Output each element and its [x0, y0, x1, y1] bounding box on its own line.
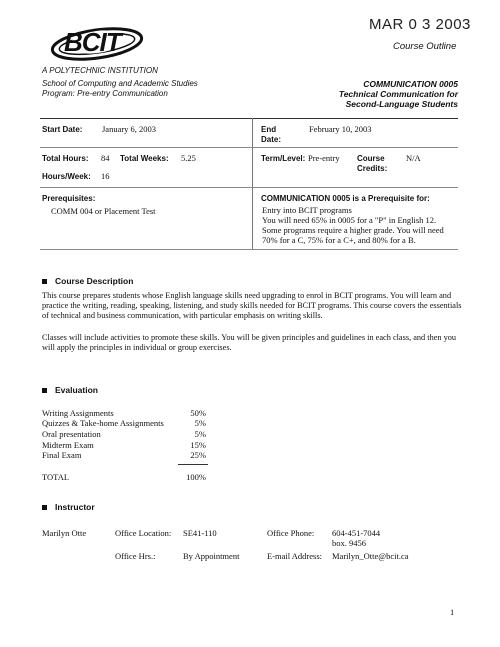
total-weeks-value: 5.25 — [181, 153, 196, 163]
page-number: 1 — [450, 607, 455, 617]
table-bottom-rule — [40, 249, 458, 250]
section-bullet-icon — [42, 279, 47, 284]
evaluation-item-label: Final Exam — [42, 450, 82, 460]
total-hours-value: 84 — [101, 153, 110, 163]
office-hours-label: Office Hrs.: — [115, 551, 156, 561]
course-description-paragraph-1: This course prepares students whose English language skills need upgrading to enrol in BCIT programs. You will learn and practice the writing, reading, speaking, listening, and study skills needed for BCIT programs. This course covers the essentials of technical and business communication, with particular emphasis on writing skills. — [42, 291, 462, 321]
email-label: E-mail Address: — [267, 551, 323, 561]
course-credits-label-1: Course — [357, 154, 385, 163]
office-hours-value: By Appointment — [183, 551, 240, 561]
date-stamp: MAR 0 3 2003 — [369, 16, 471, 33]
course-code: COMMUNICATION 0005 — [363, 79, 458, 89]
prerequisite-for-line-3: Some programs require a higher grade. You will need — [262, 225, 444, 235]
evaluation-item-percent: 25% — [190, 450, 206, 460]
logo-wordmark: BCIT — [64, 27, 121, 57]
instructor-name: Marilyn Otte — [42, 528, 87, 538]
course-title-line-1: Technical Communication for — [338, 89, 458, 99]
prerequisite-for-line-2: You will need 65% in 0005 for a "P" in English 12. — [262, 215, 437, 225]
prerequisites-label: Prerequisites: — [42, 194, 96, 203]
start-date-value: January 6, 2003 — [102, 124, 157, 134]
course-description-heading: Course Description — [55, 276, 134, 286]
evaluation-item-label: Quizzes & Take-home Assignments — [42, 418, 164, 428]
office-phone-box: box. 9456 — [332, 538, 366, 548]
course-credits-label-2: Credits: — [357, 164, 388, 173]
row-rule-2 — [40, 187, 458, 188]
office-location-value: SE41-110 — [183, 528, 217, 538]
prerequisite-for-line-4: 70% for a C, 75% for a C+, and 80% for a B. — [262, 235, 416, 245]
total-hours-label: Total Hours: — [42, 154, 89, 163]
evaluation-heading: Evaluation — [55, 385, 98, 395]
evaluation-item-label: Oral presentation — [42, 429, 101, 439]
row-rule-1 — [40, 147, 458, 148]
end-date-label-1: End — [261, 125, 277, 134]
instructor-heading: Instructor — [55, 502, 95, 512]
term-level-label: Term/Level: — [261, 154, 306, 163]
evaluation-item-label: Midterm Exam — [42, 440, 94, 450]
email-value[interactable]: Marilyn_Otte@bcit.ca — [332, 551, 409, 561]
document-type: Course Outline — [393, 41, 457, 52]
program-name: Program: Pre-entry Communication — [42, 89, 168, 98]
course-title-line-2: Second-Language Students — [345, 99, 458, 109]
office-phone-label: Office Phone: — [267, 528, 315, 538]
evaluation-item-percent: 5% — [194, 429, 206, 439]
evaluation-item-label: Writing Assignments — [42, 408, 114, 418]
end-date-value: February 10, 2003 — [309, 124, 372, 134]
school-name: School of Computing and Academic Studies — [42, 79, 198, 88]
prerequisites-value: COMM 004 or Placement Test — [51, 206, 156, 216]
office-phone-value: 604-451-7044 — [332, 528, 381, 538]
column-divider — [252, 118, 253, 249]
header-rule — [40, 118, 458, 119]
evaluation-total-label: TOTAL — [42, 472, 70, 482]
course-description-paragraph-2: Classes will include activities to promote these skills. You will be given principles and guidelines in each class, and then you will apply the principles in individual or group exercises. — [42, 333, 457, 353]
evaluation-item-percent: 50% — [190, 408, 206, 418]
section-bullet-icon — [42, 505, 47, 510]
course-credits-value: N/A — [406, 153, 421, 163]
hours-week-value: 16 — [101, 171, 110, 181]
start-date-label: Start Date: — [42, 125, 83, 134]
term-level-value: Pre-entry — [308, 153, 340, 163]
prerequisite-for-line-1: Entry into BCIT programs — [262, 205, 352, 215]
evaluation-item-percent: 5% — [194, 418, 206, 428]
institution-tagline: A POLYTECHNIC INSTITUTION — [42, 66, 158, 75]
total-rule — [178, 464, 208, 465]
evaluation-item-percent: 15% — [190, 440, 206, 450]
prerequisite-for-label: COMMUNICATION 0005 is a Prerequisite for: — [261, 194, 430, 203]
bcit-logo — [42, 22, 152, 64]
total-weeks-label: Total Weeks: — [120, 154, 169, 163]
section-bullet-icon — [42, 388, 47, 393]
evaluation-total-value: 100% — [186, 472, 206, 482]
hours-week-label: Hours/Week: — [42, 172, 91, 181]
office-location-label: Office Location: — [115, 528, 172, 538]
end-date-label-2: Date: — [261, 135, 282, 144]
